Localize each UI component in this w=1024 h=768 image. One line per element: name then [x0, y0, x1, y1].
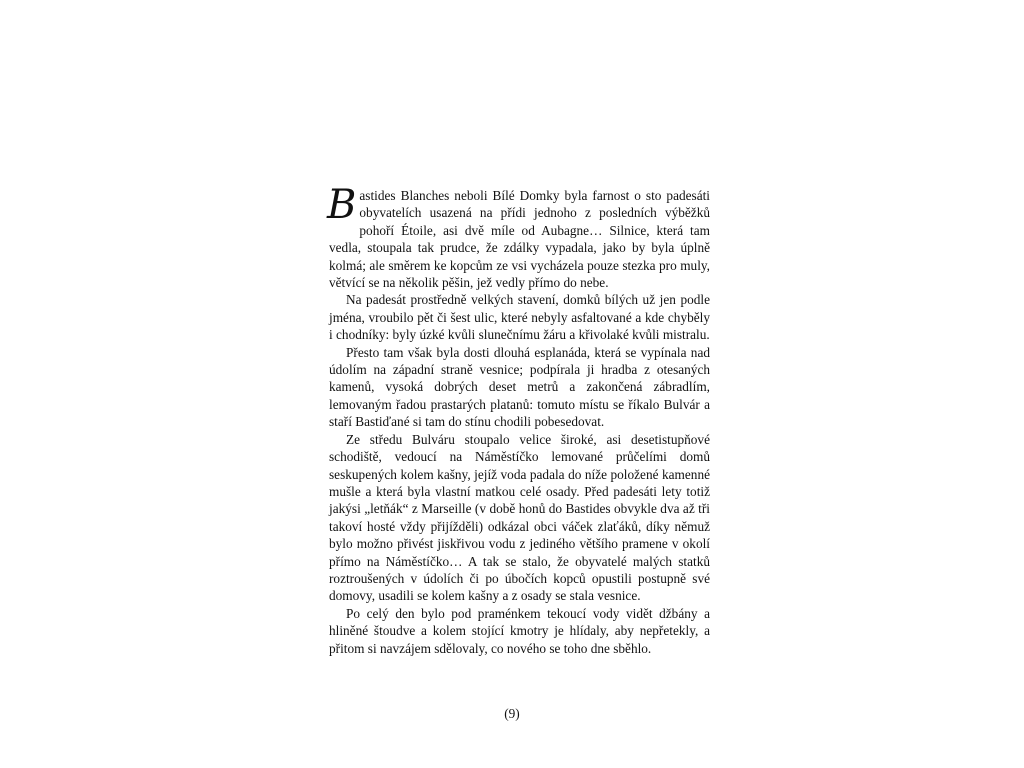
paragraph-1-text: astides Blanches neboli Bílé Domky byla farnost o sto padesáti obyvatelích usazená na přídi jednoho z posledních výběžků pohoří Étoile, asi dvě míle od Aubagne… Silnice, která tam vedla, stoupala tak prudce, že zdálky vypadala, jako by byla úplně kolmá; ale směrem ke kopcům ze vsi vycházela pouze stezka pro muly, větvící se na několik pěšin, jež vedly přímo do nebe. [329, 188, 710, 291]
body-text [327, 182, 710, 657]
paragraph-2: Na padesát prostředně velkých stavení, domků bílých už jen podle jména, vroubilo pět či šest ulic, které nebyly asfaltované a kde chyběly i chodníky: byly úzké kvůli slunečnímu žáru a křivolaké kvůli mistralu. [329, 292, 710, 343]
page-number: (9) [504, 706, 520, 721]
paragraph-3: Přesto tam však byla dosti dlouhá esplanáda, která se vypínala nad údolím na západní straně vesnice; podpírala ji hradba z otesaných kamenů, vysoká dobrých deset metrů a zakončená zábradlím, lemovaným řadou prastarých platanů: tomuto místu se říkalo Bulvár a staří Bastiďané si tam do stínu chodili pobesedovat. [329, 344, 710, 430]
drop-cap-initial: B [327, 182, 356, 228]
paragraph-5: Po celý den bylo pod praménkem tekoucí vody vidět džbány a hliněné štoudve a kolem stojící kmotry je hlídaly, aby nepřetekly, a přitom si navzájem sdělovaly, co nového se toho dne sběhlo. [329, 605, 710, 656]
paragraph-4: Ze středu Bulváru stoupalo velice široké, asi desetistupňové schodiště, vedoucí na Náměstíčko lemované průčelími domů seskupených kolem kašny, jejíž voda padala do níže položené kamenné mušle a která byla vlastní matkou celé osady. Před padesáti lety totiž jakýsi „letňák“ z Marseille (v době honů do Bastides obvykle dva až tři takoví hosté vždy přijížděli) odkázal obci váček zlaťáků, díky němuž bylo možno přivést jiskřivou vodu z jediného většího pramene v okolí přímo na Náměstíčko… A tak se stalo, že obyvatelé malých statků roztroušených v údolích či po úbočích kopců opustili postupně své domovy, usadili se kolem kašny a z osady se stala vesnice. [329, 431, 710, 604]
paragraph-1 [327, 182, 710, 291]
